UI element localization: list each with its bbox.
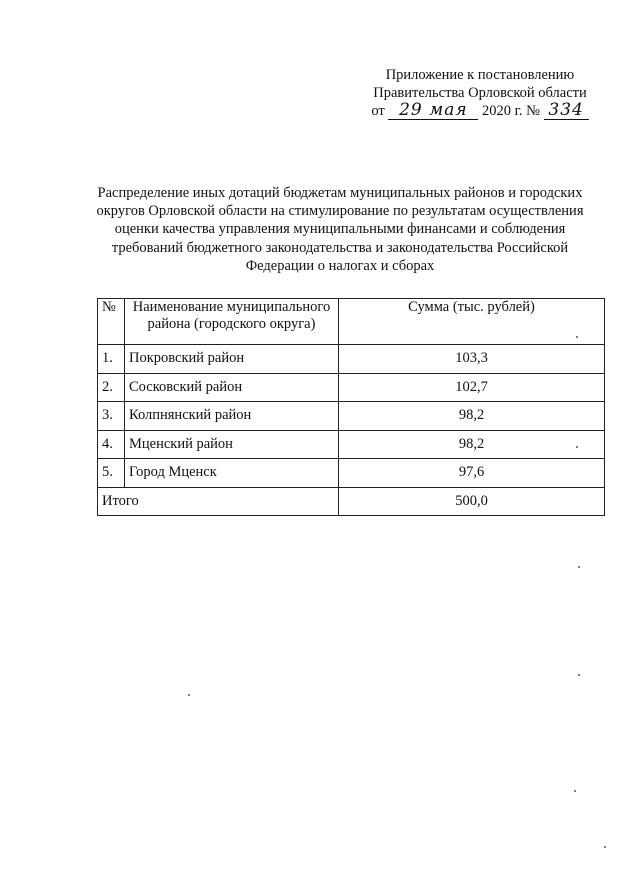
row-number: 3. <box>98 402 125 431</box>
row-sum: 98,2 <box>339 402 605 431</box>
header-sum: Сумма (тыс. рублей) <box>339 299 605 345</box>
row-sum: 97,6 <box>339 459 605 488</box>
row-name: Колпнянский район <box>125 402 339 431</box>
date-prefix: от <box>371 103 385 119</box>
appendix-line-2: Правительства Орловской области <box>373 85 587 101</box>
appendix-line-1: Приложение к постановлению <box>385 67 575 83</box>
total-label: Итого <box>98 487 339 516</box>
scan-speck <box>578 566 580 568</box>
row-name: Сосковский район <box>125 373 339 402</box>
row-sum: 103,3 <box>339 345 605 374</box>
row-number: 1. <box>98 345 125 374</box>
total-sum: 500,0 <box>339 487 605 516</box>
table-header-row <box>98 299 605 345</box>
scan-speck <box>188 694 190 696</box>
number-field <box>544 102 589 120</box>
scan-speck <box>574 790 576 792</box>
appendix-header <box>360 66 600 122</box>
header-name: Наименование муниципального района (городского округа) <box>125 299 339 345</box>
scan-speck <box>604 846 606 848</box>
row-name: Город Мценск <box>125 459 339 488</box>
scan-speck <box>578 674 580 676</box>
handwritten-number: 334 <box>548 100 584 120</box>
header-number: № <box>98 299 125 345</box>
scan-speck <box>576 446 578 448</box>
table-row <box>98 430 605 459</box>
row-name: Покровский район <box>125 345 339 374</box>
table-row <box>98 402 605 431</box>
row-number: 5. <box>98 459 125 488</box>
row-sum: 98,2 <box>339 430 605 459</box>
row-number: 4. <box>98 430 125 459</box>
handwritten-date: 29 мая <box>399 100 468 120</box>
row-number: 2. <box>98 373 125 402</box>
table-row <box>98 459 605 488</box>
table-row <box>98 345 605 374</box>
date-field <box>388 102 478 120</box>
row-sum: 102,7 <box>339 373 605 402</box>
row-name: Мценский район <box>125 430 339 459</box>
table-row <box>98 373 605 402</box>
distribution-table <box>97 298 605 516</box>
document-title: Распределение иных дотаций бюджетам муниципальных районов и городских округов Орловской области на стимулирование по результатам осуществления оценки качества управления муниципальными финансами и соблюдения требований бюджетного законодательства и законодательства Российской Федерации о налогах и сборах <box>96 185 584 274</box>
year-label: 2020 г. № <box>482 103 541 119</box>
total-row <box>98 487 605 516</box>
scan-speck <box>576 336 578 338</box>
appendix-line-3 <box>360 102 600 122</box>
